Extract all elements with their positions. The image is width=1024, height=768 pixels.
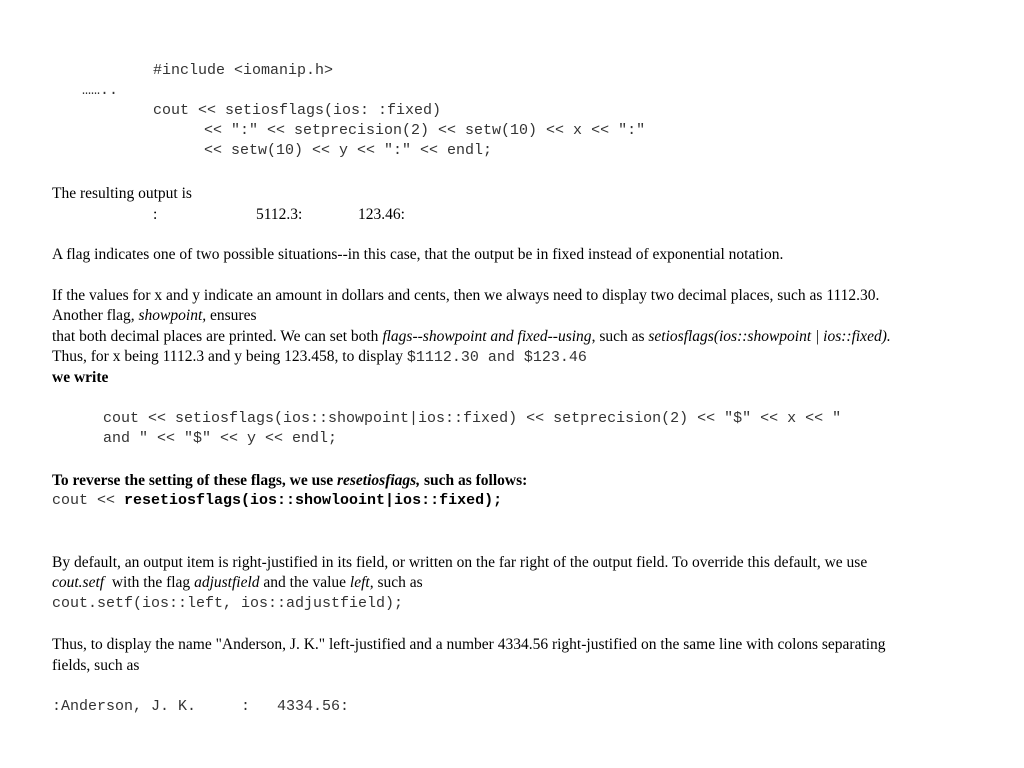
code-line-include: #include <iomanip.h> bbox=[153, 62, 334, 79]
output-y-value: 123.46: bbox=[358, 206, 405, 223]
adjustfield-term: adjustfield bbox=[194, 574, 260, 591]
showpoint-paragraph-line3 bbox=[52, 327, 891, 347]
text-run: such as bbox=[373, 574, 423, 591]
code-line-showpoint: cout << setiosflags(ios::showpoint|ios::fixed) << setprecision(2) << "$" << x << " bbox=[103, 410, 842, 427]
text-run: ensures bbox=[206, 307, 257, 324]
output-intro-text: The resulting output is bbox=[52, 185, 192, 202]
we-write-label: we write bbox=[52, 369, 109, 386]
text-run: , such as bbox=[591, 328, 649, 345]
code-line-setprecision: << ":" << setprecision(2) << setw(10) << x << ":" bbox=[204, 122, 646, 139]
code-line-ellipsis: …….. bbox=[82, 82, 119, 99]
reverse-paragraph bbox=[52, 471, 527, 491]
dollar-output-inline: $1112.30 and $123.46 bbox=[406, 349, 587, 366]
text-run: To reverse the setting of these flags, we use bbox=[52, 472, 337, 489]
output-x-value: 5112.3: bbox=[256, 206, 303, 223]
resetiosflags-term: resetiosfiags, bbox=[336, 472, 421, 489]
text-run: and the value bbox=[259, 574, 350, 591]
text-run: such as follows: bbox=[420, 472, 528, 489]
code-line-cout: cout << setiosflags(ios: :fixed) bbox=[153, 102, 442, 119]
default-paragraph-line2 bbox=[52, 573, 423, 593]
text-run: that both decimal places are printed. We can set both bbox=[52, 328, 383, 345]
showpoint-term: showpoint, bbox=[138, 307, 207, 324]
anderson-paragraph-line2: fields, such as bbox=[52, 657, 140, 674]
left-term: left, bbox=[349, 574, 374, 591]
text-run: cout << bbox=[52, 492, 125, 509]
anderson-paragraph-line1: Thus, to display the name "Anderson, J. K." left-justified and a number 4334.56 right-justified on the same line with colons separating bbox=[52, 636, 886, 653]
showpoint-paragraph-line2 bbox=[52, 306, 257, 326]
resetiosflags-call: resetiosflags(ios::showlooint|ios::fixed); bbox=[124, 492, 503, 509]
code-line-and: and " << "$" << y << endl; bbox=[103, 430, 338, 447]
flags-term: flags--showpoint and fixed--using bbox=[382, 328, 592, 345]
output-colon: : bbox=[153, 206, 158, 223]
code-line-setw-y: << setw(10) << y << ":" << endl; bbox=[204, 142, 493, 159]
code-line-setf: cout.setf(ios::left, ios::adjustfield); bbox=[52, 595, 404, 612]
showpoint-paragraph-line4 bbox=[52, 347, 587, 368]
code-line-reset bbox=[52, 491, 502, 511]
setiosflags-term: setiosflags(ios::showpoint | ios::fixed). bbox=[648, 328, 891, 345]
setf-term: cout.setf bbox=[52, 574, 105, 591]
default-paragraph-line1: By default, an output item is right-justified in its field, or written on the far right of the output field. To override this default, we use bbox=[52, 554, 868, 571]
text-run: with the flag bbox=[104, 574, 195, 591]
flag-paragraph: A flag indicates one of two possible situations--in this case, that the output be in fixed instead of exponential notation. bbox=[52, 246, 784, 263]
showpoint-paragraph-line1: If the values for x and y indicate an amount in dollars and cents, then we always need to display two decimal places, such as 1112.30. bbox=[52, 287, 880, 304]
text-run: Thus, for x being 1112.3 and y being 123.458, to display bbox=[52, 348, 407, 365]
anderson-output-line: :Anderson, J. K. : 4334.56: bbox=[52, 698, 350, 715]
text-run: Another flag, bbox=[52, 307, 139, 324]
